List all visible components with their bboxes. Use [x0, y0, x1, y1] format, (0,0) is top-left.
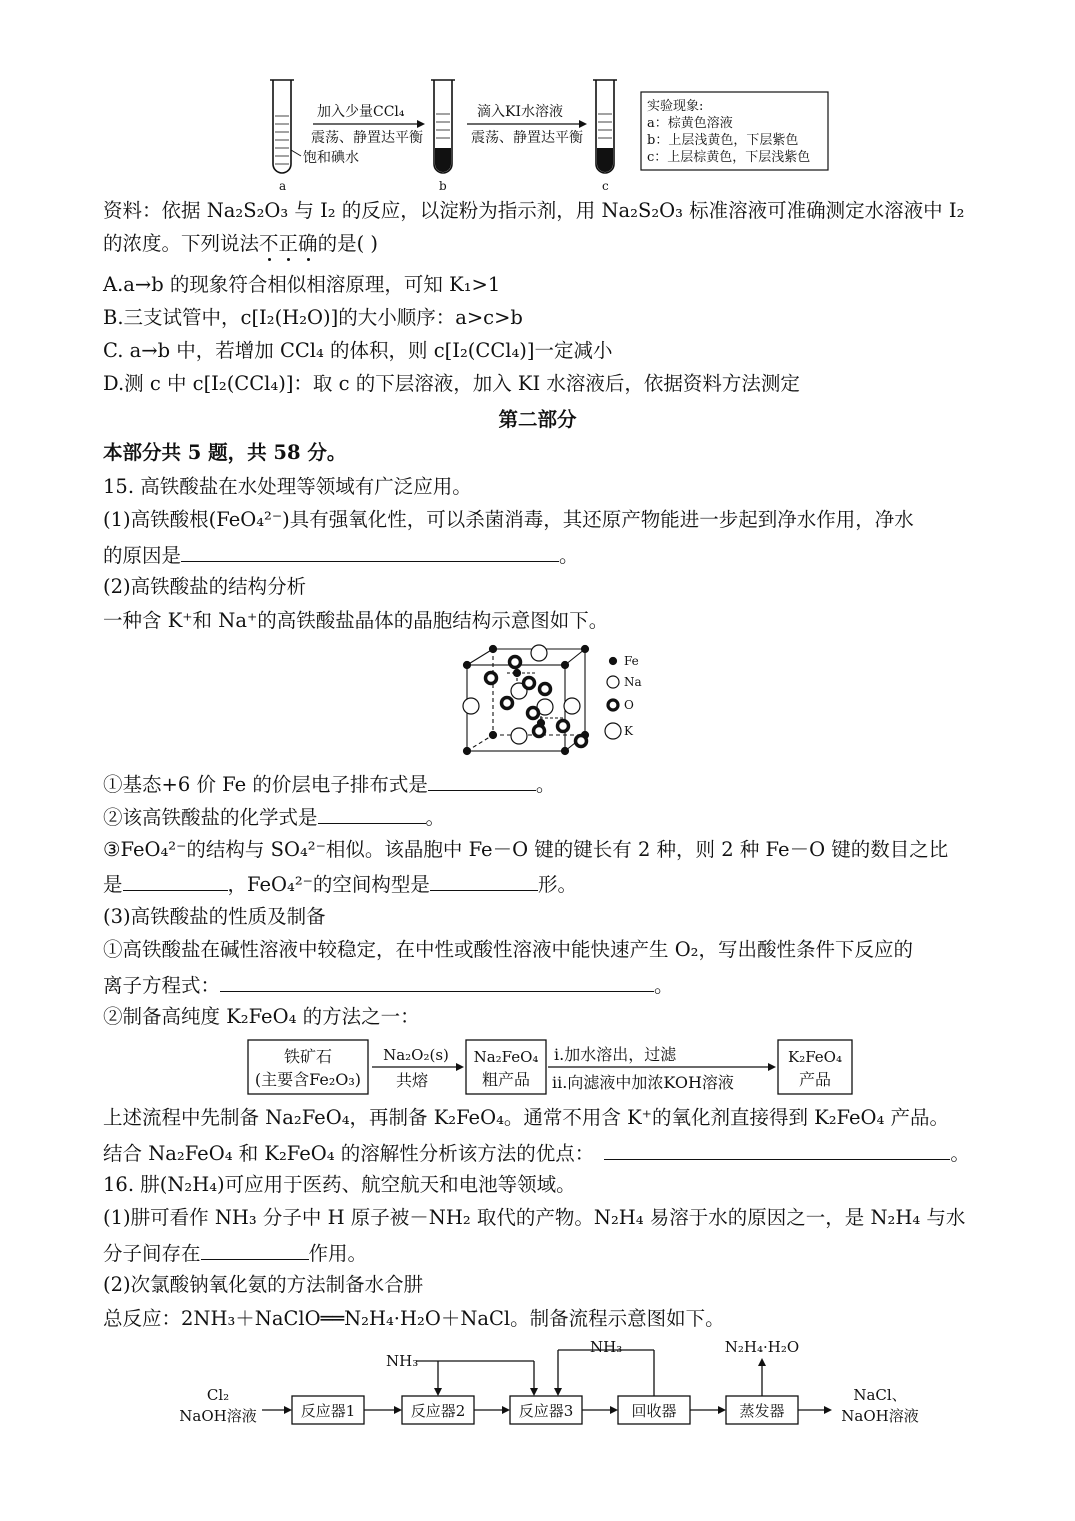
flow-product-hydrazine: N₂H₄·H₂O [724, 1338, 800, 1356]
q15-q3-text-a: 是 [103, 873, 123, 896]
flow-box-ore-line1: 铁矿石 [283, 1047, 333, 1066]
tube-a-name: a [279, 179, 287, 193]
q16-p2-reaction: 总反应：2NH₃＋NaClO══N₂H₄·H₂O＋NaCl。制备流程示意图如下。 [103, 1307, 725, 1330]
flow-box-k2feo4-line2: 产品 [798, 1070, 832, 1089]
q14-option-b: B.三支试管中，c[I₂(H₂O)]的大小顺序：a>c>b [103, 306, 523, 329]
q15-p3-q1-line1: ①高铁酸盐在碱性溶液中较稳定，在中性或酸性溶液中能快速产生 O₂，写出酸性条件下反应的 [103, 938, 914, 961]
q15-p3-title: (3)高铁酸盐的性质及制备 [103, 905, 326, 928]
test-tube-a [270, 80, 301, 173]
answer-blank-ionic-equation[interactable] [220, 969, 654, 992]
crystal-cell-figure [455, 643, 655, 761]
q16-p1-text-b: 作用。 [308, 1242, 368, 1265]
legend-k: K [624, 724, 633, 738]
flow-nh3-top: NH₃ [590, 1338, 623, 1356]
legend-na: Na [624, 675, 642, 689]
evaporator-label: 蒸发器 [739, 1402, 785, 1420]
step2-top-label: 滴入KI水溶液 [477, 104, 563, 120]
tube-a-content-label: 饱和碘水 [303, 150, 359, 166]
tube-c-name: c [602, 179, 609, 193]
answer-blank-advantage[interactable] [604, 1137, 950, 1160]
legend-o: O [624, 698, 634, 712]
q14-option-c: C. a→b 中，若增加 CCl₄ 的体积，则 c[I₂(CCl₄)]一定减小 [103, 339, 613, 362]
answer-blank-formula[interactable] [318, 801, 426, 824]
q15-after-text: 结合 Na₂FeO₄ 和 K₂FeO₄ 的溶解性分析该方法的优点： [103, 1142, 595, 1165]
test-tube-c [593, 80, 617, 173]
q15-p1-line1: (1)高铁酸根(FeO₄²⁻)具有强氧化性，可以杀菌消毒，其还原产物能进一步起到净水作用，净水 [103, 508, 914, 531]
flow-arrow1-bottom: 共熔 [395, 1071, 429, 1090]
q15-after-line2 [103, 1137, 970, 1169]
q14-intro-suffix: 的是( ) [317, 232, 378, 255]
test-tube-figure [255, 72, 845, 196]
q15-p3-q1-line2 [103, 969, 674, 1001]
answer-blank-electron-config[interactable] [428, 768, 536, 791]
q16-p1-text-a: 分子间存在 [103, 1242, 201, 1265]
flow-box-k2feo4-line1: K₂FeO₄ [788, 1048, 842, 1066]
q14-option-a: A.a→b 的现象符合相似相溶原理，可知 K₁>1 [103, 273, 501, 296]
flow-arrow2-bottom: ii.向滤液中加浓KOH溶液 [552, 1073, 734, 1092]
legend-fe: Fe [624, 654, 639, 668]
reactor-2-label: 反应器2 [410, 1402, 466, 1420]
observation-a: a：棕黄色溶液 [647, 116, 733, 131]
answer-blank-bond-ratio[interactable] [123, 868, 228, 891]
recovery-label: 回收器 [631, 1402, 677, 1420]
q15-q3-text-c: 形。 [537, 873, 577, 896]
answer-blank-purify[interactable] [181, 539, 559, 562]
flow-output-naoh: NaOH溶液 [841, 1407, 919, 1425]
emphasis-char-2: 正 [278, 232, 299, 255]
q15-q1 [103, 768, 555, 800]
q15-stem: 15. 高铁酸盐在水处理等领域有广泛应用。 [103, 475, 472, 498]
q15-p1-line2 [103, 539, 579, 571]
flow-input-naoh: NaOH溶液 [179, 1407, 257, 1425]
q15-q1-text: ①基态+6 价 Fe 的价层电子排布式是 [103, 773, 428, 796]
q15-q3-line2 [103, 868, 577, 900]
q15-after-period: 。 [950, 1142, 970, 1165]
q14-intro-prefix: 的浓度。下列说法 [103, 232, 260, 255]
reactor-1-label: 反应器1 [300, 1402, 356, 1420]
tube-b-name: b [439, 179, 447, 193]
q15-q2 [103, 801, 445, 833]
q15-q1-period: 。 [535, 773, 556, 796]
q15-q3-line1: ③FeO₄²⁻的结构与 SO₄²⁻相似。该晶胞中 Fe－O 键的键长有 2 种，则 2 种 Fe－O 键的数目之比 [103, 838, 949, 861]
flow-arrow1-top: Na₂O₂(s) [383, 1046, 449, 1064]
step1-top-label: 加入少量CCl₄ [317, 104, 405, 120]
flow-box-na2feo4-line1: Na₂FeO₄ [473, 1048, 539, 1066]
answer-blank-geometry[interactable] [430, 868, 538, 891]
reactor-3-label: 反应器3 [518, 1402, 574, 1420]
q16-stem: 16. 肼(N₂H₄)可应用于医药、航空航天和电池等领域。 [103, 1173, 576, 1196]
q15-p1-period: 。 [559, 544, 579, 567]
q15-p2-title: (2)高铁酸盐的结构分析 [103, 575, 307, 598]
step1-bottom-label: 震荡、静置达平衡 [311, 130, 423, 146]
emphasis-char-1: 不 [259, 232, 279, 255]
answer-blank-interaction[interactable] [201, 1237, 309, 1260]
flow-box-ore-line2: (主要含Fe₂O₃) [254, 1070, 362, 1089]
q14-intro-line1: 资料：依据 Na₂S₂O₃ 与 I₂ 的反应，以淀粉为指示剂，用 Na₂S₂O₃ 标准溶液可准确测定水溶液中 I₂ [103, 199, 965, 222]
flow-box-na2feo4-line2: 粗产品 [481, 1070, 531, 1089]
observation-c: c：上层棕黄色，下层浅紫色 [647, 150, 811, 165]
q16-p1-line2 [103, 1237, 367, 1269]
q15-q3-text-b: ，FeO₄²⁻的空间构型是 [227, 873, 430, 896]
q15-after-line1: 上述流程中先制备 Na₂FeO₄，再制备 K₂FeO₄。通常不用含 K⁺的氧化剂直接得到 K₂FeO₄ 产品。 [103, 1106, 950, 1129]
flow-output-nacl: NaCl、 [853, 1386, 907, 1404]
observation-b: b：上层浅黄色，下层紫色 [647, 133, 799, 148]
q15-p1-text: 的原因是 [103, 544, 182, 567]
step2-bottom-label: 震荡、静置达平衡 [471, 130, 583, 146]
q16-p1-line1: (1)肼可看作 NH₃ 分子中 H 原子被－NH₂ 取代的产物。N₂H₄ 易溶于水的原因之一，是 N₂H₄ 与水 [103, 1206, 966, 1229]
q15-p3-q1-text: 离子方程式： [103, 974, 221, 997]
q15-p3-q1-period: 。 [654, 974, 674, 997]
flow-arrow2-top: i.加水溶出，过滤 [554, 1045, 677, 1064]
q14-intro-line2 [103, 229, 378, 259]
q15-p2-intro: 一种含 K⁺和 Na⁺的高铁酸盐晶体的晶胞结构示意图如下。 [103, 609, 609, 632]
q15-q2-period: 。 [425, 806, 446, 829]
emphasis-char-3: 确 [298, 232, 318, 255]
q15-p3-q2: ②制备高纯度 K₂FeO₄ 的方法之一： [103, 1005, 420, 1028]
k2feo4-flow-diagram [246, 1036, 858, 1100]
flow-nh3-left: NH₃ [386, 1352, 419, 1370]
part2-title: 第二部分 [498, 408, 577, 431]
q15-q2-text: ②该高铁酸盐的化学式是 [103, 806, 318, 829]
observation-title: 实验现象: [647, 99, 704, 114]
q14-option-d: D.测 c 中 c[I₂(CCl₄)]：取 c 的下层溶液，加入 KI 水溶液后，依据资料方法测定 [103, 372, 800, 395]
hydrazine-flow-diagram [170, 1336, 940, 1436]
test-tube-b [431, 80, 455, 173]
flow-input-cl2: Cl₂ [206, 1386, 230, 1404]
q16-p2-title: (2)次氯酸钠氧化氨的方法制备水合肼 [103, 1273, 424, 1296]
part2-subtitle: 本部分共 5 题，共 58 分。 [103, 441, 347, 464]
